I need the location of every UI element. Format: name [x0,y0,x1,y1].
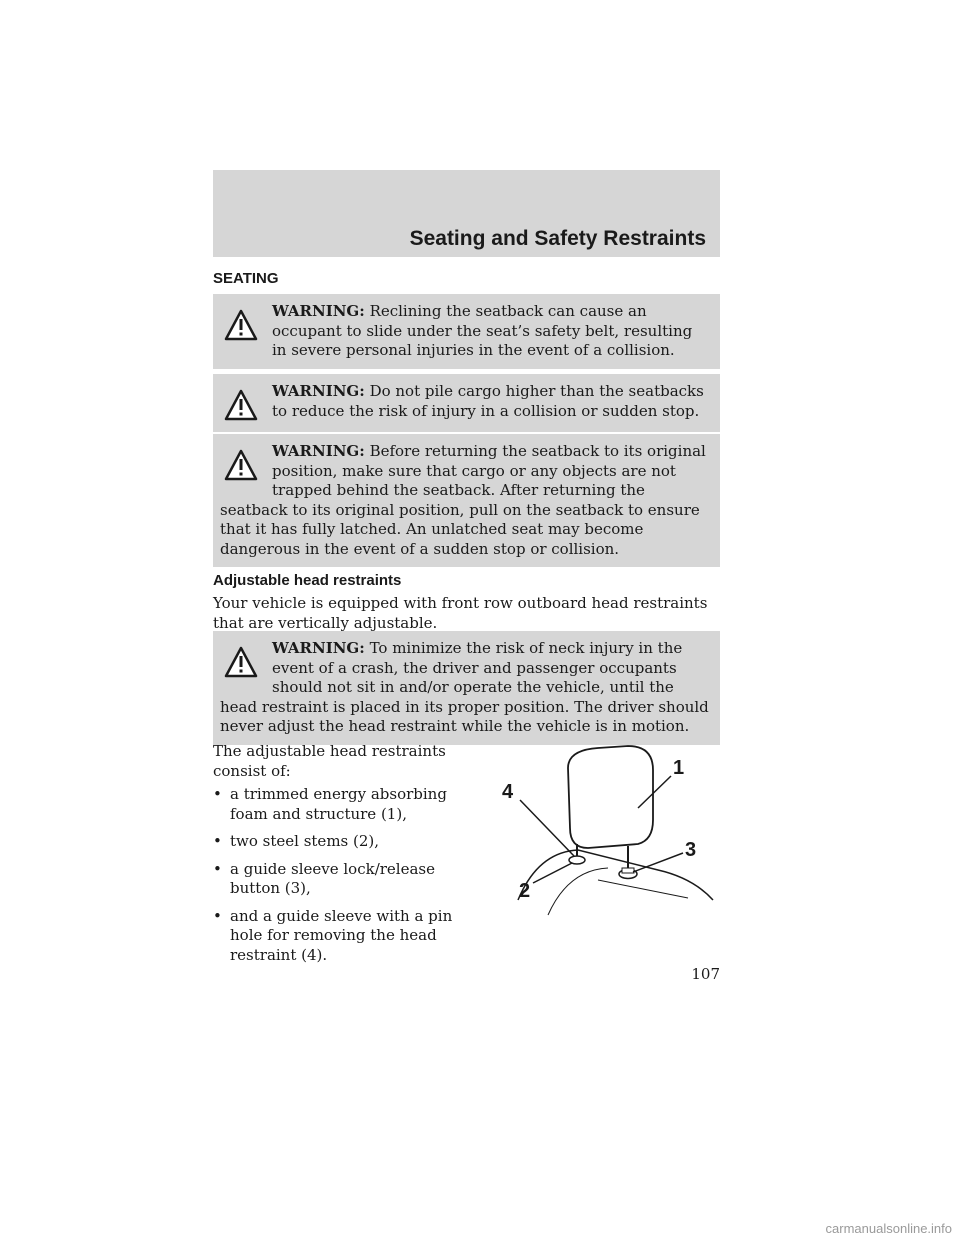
bullet: • [213,785,222,803]
warning-box [213,374,720,432]
list-item: • and a guide sleeve with a pin hole for removing the head restraint (4). [213,906,453,964]
bullet: • [213,859,222,878]
callout-2: 2 [519,880,531,902]
warning-text-rest: reduce the risk of injury in a collision or sudden stop. [291,401,700,420]
header-band [213,170,720,257]
bullet: • [213,906,222,925]
warning-text-rest: crash, the driver and passenger occupants should not sit in and/or operate the vehicle, until the head restraint is placed in its proper position. The driver should never adjust the head restraint while the vehicle is in motion. [220,658,709,735]
section-heading: SEATING [213,270,279,287]
callout-1: 1 [673,757,685,779]
warning-label: WARNING: [272,302,365,320]
callout-line [633,853,683,872]
head-restraint-figure [488,740,720,920]
callout-line [533,863,572,883]
watermark[interactable]: carmanualsonline.info [825,1221,952,1236]
warning-triangle-icon [224,645,258,681]
warning-label: WARNING: [272,382,365,400]
warning-triangle-icon [224,388,258,424]
page-number: 107 [691,965,720,983]
warning-text: To minimize the risk of neck injury in the event of a [272,639,683,677]
head-restraint-cushion [568,746,653,848]
warning-triangle-icon [224,308,258,344]
warning-text-rest: position, make sure that cargo or any objects are not trapped behind the seatback. After returning the seatback to its original position, pull on the seatback to ensure that it has fully latched. An unlatched seat may become dangerous in the event of a sudden stop or collision. [220,461,700,558]
warning-box [213,631,720,745]
intro-paragraph: Your vehicle is equipped with front row outboard head restraints that are vertically adjustable. [213,594,708,632]
list-item: • a guide sleeve lock/release button (3), [213,859,435,897]
callout-3: 3 [685,839,697,861]
warning-text: Before returning the seatback to its original [369,442,706,460]
warning-text-rest: slide under the seat’s safety belt, resulting in severe personal injuries in the event of a collision. [272,321,693,359]
list-item: • a trimmed energy absorbing foam and structure (1), [213,785,447,823]
release-button [622,868,634,873]
warning-text: Do not pile cargo higher than the seatbacks to [272,382,704,420]
page-title: Seating and Safety Restraints [409,227,706,250]
callout-4: 4 [502,781,514,803]
warning-box [213,294,720,369]
callout-line [520,800,574,856]
consist-intro: The adjustable head restraints consist of: [213,742,446,780]
seat-seam [548,868,608,915]
subheading: Adjustable head restraints [213,572,402,589]
warning-label: WARNING: [272,442,365,460]
list-item: • two steel stems (2), [213,832,380,850]
seat-seam [598,880,688,898]
warning-triangle-icon [224,448,258,484]
warning-text: Reclining the seatback can cause an occupant to [272,302,647,340]
warning-box [213,434,720,567]
bullet: • [213,832,222,850]
warning-label: WARNING: [272,639,365,657]
components-list [213,785,483,973]
